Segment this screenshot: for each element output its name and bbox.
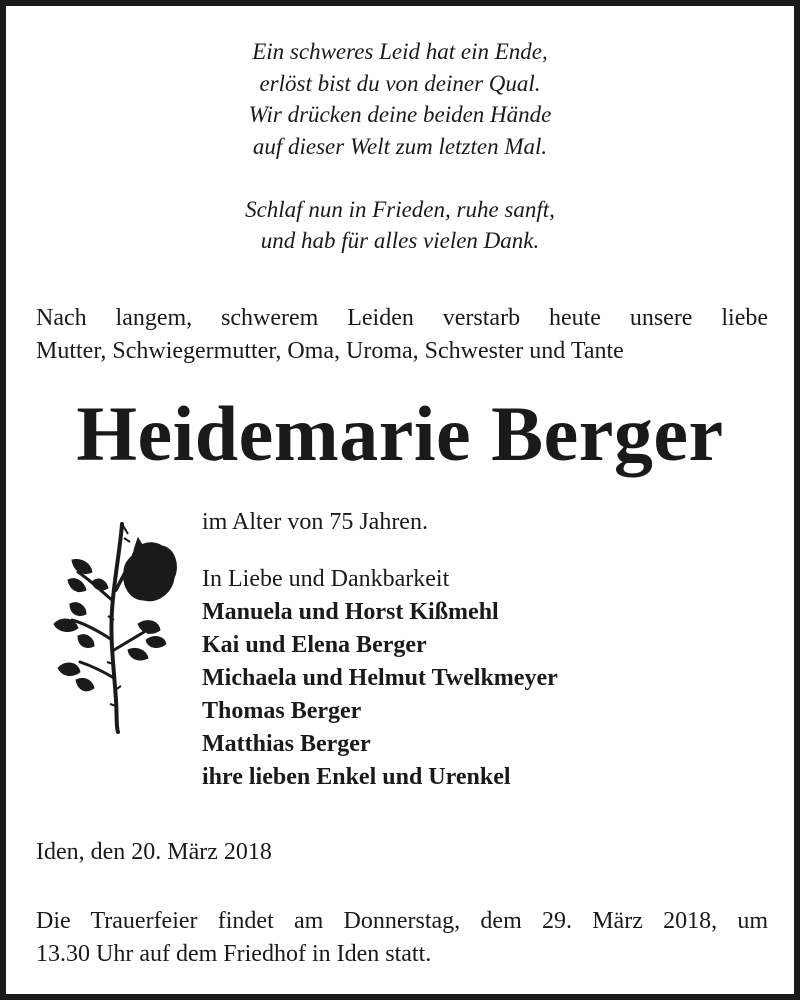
mourners-block <box>202 506 762 794</box>
poem-line: Wir drücken deine beiden Hände <box>248 102 552 127</box>
stanza-break <box>6 162 794 194</box>
poem-line: und hab für alles vielen Dank. <box>260 228 540 253</box>
poem-line: Ein schweres Leid hat ein Ende, <box>252 39 548 64</box>
spacer <box>202 539 762 563</box>
mourner-name: Matthias Berger <box>202 731 371 757</box>
place-and-date: Iden, den 20. März 2018 <box>36 839 272 865</box>
announcement-line: Mutter, Schwiegermutter, Oma, Uroma, Schwester und Tante <box>36 338 624 364</box>
rose-icon <box>50 520 180 734</box>
mourner-name: Kai und Elena Berger <box>202 632 427 658</box>
mourner-name: Michaela und Helmut Twelkmeyer <box>202 665 558 691</box>
memorial-poem <box>6 36 794 257</box>
mourners-heading: In Liebe und Dankbarkeit <box>202 566 450 592</box>
announcement-line: Nach langem, schwerem Leiden verstarb heute unsere liebe <box>36 305 768 331</box>
poem-line: Schlaf nun in Frieden, ruhe sanft, <box>245 196 555 222</box>
funeral-line: 13.30 Uhr auf dem Friedhof in Iden statt. <box>36 941 432 967</box>
funeral-notice <box>36 905 768 971</box>
deceased-name: Heidemarie Berger <box>76 390 724 477</box>
mourner-name: ihre lieben Enkel und Urenkel <box>202 764 511 790</box>
funeral-line: Die Trauerfeier findet am Donnerstag, dem 29. März 2018, um <box>36 908 768 934</box>
death-announcement-text <box>36 302 768 368</box>
poem-line: erlöst bist du von deiner Qual. <box>259 70 541 96</box>
poem-line: auf dieser Welt zum letzten Mal. <box>252 133 548 159</box>
mourner-name: Manuela und Horst Kißmehl <box>202 599 499 625</box>
mourner-name: Thomas Berger <box>202 698 362 724</box>
age-text: im Alter von 75 Jahren. <box>202 509 428 535</box>
